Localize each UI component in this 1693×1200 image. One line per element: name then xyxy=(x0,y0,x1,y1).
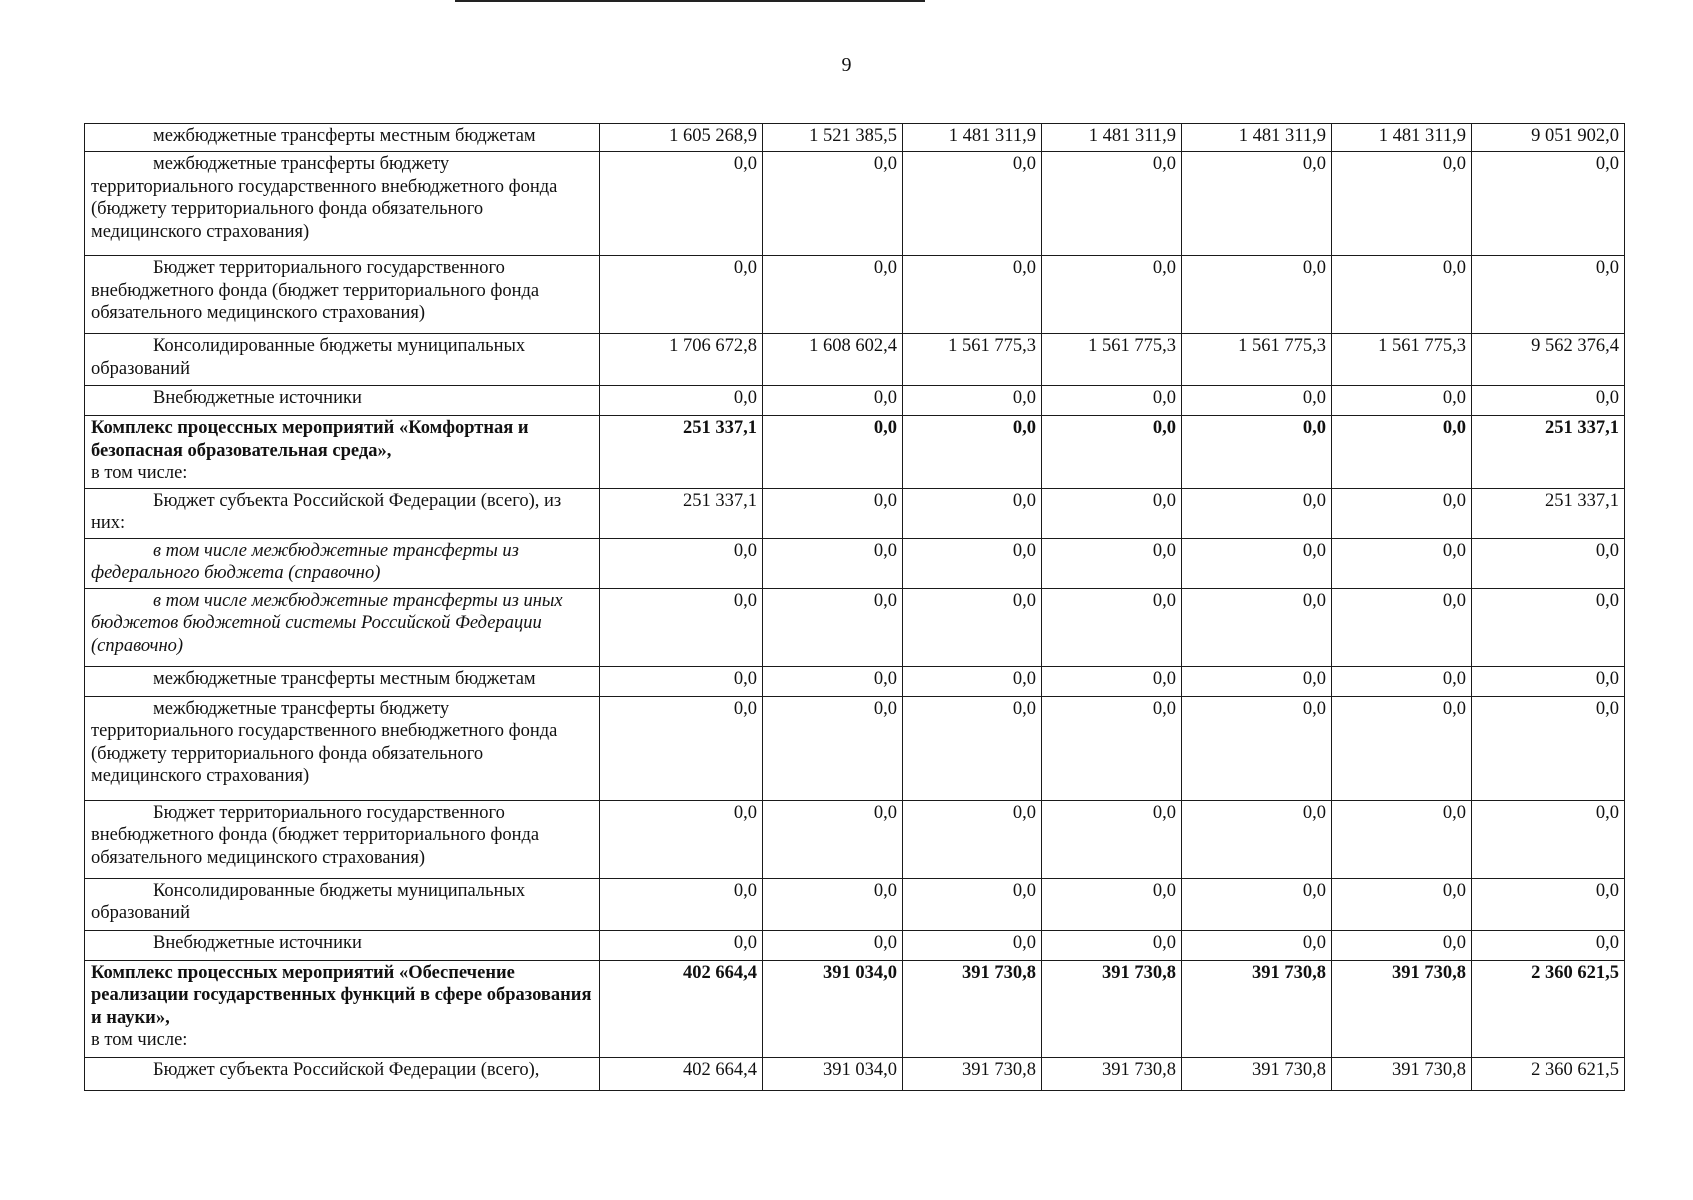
value-cell: 1 561 775,3 xyxy=(1042,334,1182,386)
row-label: в том числе межбюджетные трансферты из федерального бюджета (справочно) xyxy=(91,540,519,583)
value-cell: 0,0 xyxy=(763,930,903,960)
value-cell: 0,0 xyxy=(600,152,763,256)
value-cell: 391 730,8 xyxy=(1182,960,1332,1057)
value-cell: 0,0 xyxy=(763,538,903,588)
value-cell: 0,0 xyxy=(1182,588,1332,666)
value-cell: 2 360 621,5 xyxy=(1472,960,1625,1057)
value-cell: 0,0 xyxy=(1182,538,1332,588)
value-cell: 1 561 775,3 xyxy=(1182,334,1332,386)
value-cell: 391 730,8 xyxy=(1332,1057,1472,1090)
value-cell: 0,0 xyxy=(903,538,1042,588)
table-row xyxy=(85,386,1625,416)
value-cell: 0,0 xyxy=(1182,930,1332,960)
value-cell: 9 051 902,0 xyxy=(1472,124,1625,152)
value-cell: 0,0 xyxy=(1472,256,1625,334)
value-cell: 0,0 xyxy=(903,588,1042,666)
row-label-cell xyxy=(85,124,600,152)
row-sublabel: в том числе: xyxy=(91,1030,188,1050)
value-cell: 0,0 xyxy=(763,878,903,930)
value-cell: 0,0 xyxy=(763,666,903,696)
table-row xyxy=(85,588,1625,666)
value-cell: 0,0 xyxy=(763,256,903,334)
value-cell: 0,0 xyxy=(1472,538,1625,588)
value-cell: 0,0 xyxy=(1182,416,1332,489)
value-cell: 0,0 xyxy=(1042,386,1182,416)
row-label: Внебюджетные источники xyxy=(153,388,362,408)
value-cell: 1 481 311,9 xyxy=(1332,124,1472,152)
value-cell: 391 034,0 xyxy=(763,1057,903,1090)
value-cell: 391 730,8 xyxy=(1042,1057,1182,1090)
value-cell: 0,0 xyxy=(903,416,1042,489)
value-cell: 0,0 xyxy=(903,878,1042,930)
value-cell: 0,0 xyxy=(1042,538,1182,588)
value-cell: 0,0 xyxy=(763,588,903,666)
value-cell: 0,0 xyxy=(1042,696,1182,800)
row-label: Внебюджетные источники xyxy=(153,932,362,953)
value-cell: 0,0 xyxy=(1042,416,1182,489)
row-label-cell xyxy=(85,588,600,666)
value-cell: 402 664,4 xyxy=(600,1057,763,1090)
value-cell: 0,0 xyxy=(600,538,763,588)
table-row xyxy=(85,800,1625,878)
row-label-cell xyxy=(85,666,600,696)
value-cell: 0,0 xyxy=(903,386,1042,416)
value-cell: 1 561 775,3 xyxy=(1332,334,1472,386)
table-row xyxy=(85,334,1625,386)
value-cell: 1 521 385,5 xyxy=(763,124,903,152)
top-rule xyxy=(455,0,925,2)
value-cell: 251 337,1 xyxy=(600,488,763,538)
value-cell: 0,0 xyxy=(1182,152,1332,256)
page-number: 9 xyxy=(841,54,852,76)
value-cell: 0,0 xyxy=(1332,152,1472,256)
row-label: межбюджетные трансферты местным бюджетам xyxy=(153,668,536,689)
value-cell: 0,0 xyxy=(903,696,1042,800)
row-label-cell xyxy=(85,800,600,878)
row-label: Бюджет субъекта Российской Федерации (всего), из них: xyxy=(91,490,562,533)
table-row xyxy=(85,930,1625,960)
value-cell: 0,0 xyxy=(600,696,763,800)
value-cell: 0,0 xyxy=(1182,800,1332,878)
value-cell: 0,0 xyxy=(1332,416,1472,489)
table-row xyxy=(85,878,1625,930)
value-cell: 251 337,1 xyxy=(1472,416,1625,489)
row-label: межбюджетные трансферты бюджету территориального государственного внебюджетного фонда (бюджету территориального фонда обязательного медицинского страхования) xyxy=(91,698,558,786)
value-cell: 0,0 xyxy=(1332,696,1472,800)
budget-table-body xyxy=(85,124,1625,1091)
row-label-cell xyxy=(85,878,600,930)
value-cell: 0,0 xyxy=(600,800,763,878)
row-label-cell xyxy=(85,488,600,538)
row-label-cell xyxy=(85,416,600,489)
row-label-cell xyxy=(85,930,600,960)
value-cell: 0,0 xyxy=(763,416,903,489)
row-label-cell xyxy=(85,696,600,800)
value-cell: 0,0 xyxy=(903,930,1042,960)
value-cell: 0,0 xyxy=(1042,666,1182,696)
value-cell: 0,0 xyxy=(1472,666,1625,696)
value-cell: 391 730,8 xyxy=(1042,960,1182,1057)
value-cell: 391 730,8 xyxy=(903,1057,1042,1090)
value-cell: 0,0 xyxy=(903,800,1042,878)
value-cell: 391 730,8 xyxy=(1182,1057,1332,1090)
row-label: Консолидированные бюджеты муниципальных образований xyxy=(91,336,526,379)
row-label: Бюджет субъекта Российской Федерации (всего), xyxy=(153,1059,540,1080)
value-cell: 0,0 xyxy=(1332,588,1472,666)
row-label-cell xyxy=(85,960,600,1057)
value-cell: 0,0 xyxy=(600,588,763,666)
value-cell: 1 481 311,9 xyxy=(1042,124,1182,152)
table-row xyxy=(85,1057,1625,1090)
value-cell: 251 337,1 xyxy=(600,416,763,489)
value-cell: 391 730,8 xyxy=(903,960,1042,1057)
value-cell: 0,0 xyxy=(1182,696,1332,800)
value-cell: 402 664,4 xyxy=(600,960,763,1057)
value-cell: 0,0 xyxy=(1472,588,1625,666)
value-cell: 0,0 xyxy=(763,152,903,256)
value-cell: 0,0 xyxy=(763,696,903,800)
table-row xyxy=(85,538,1625,588)
row-label: межбюджетные трансферты местным бюджетам xyxy=(153,126,536,146)
row-label-cell xyxy=(85,334,600,386)
row-label-cell xyxy=(85,386,600,416)
value-cell: 251 337,1 xyxy=(1472,488,1625,538)
value-cell: 2 360 621,5 xyxy=(1472,1057,1625,1090)
value-cell: 0,0 xyxy=(1472,152,1625,256)
table-row xyxy=(85,696,1625,800)
table-row xyxy=(85,124,1625,152)
table-row xyxy=(85,256,1625,334)
row-label: межбюджетные трансферты бюджету территориального государственного внебюджетного фонда (бюджету территориального фонда обязательного медицинского страхования) xyxy=(91,154,558,242)
value-cell: 0,0 xyxy=(600,930,763,960)
row-label-cell xyxy=(85,256,600,334)
value-cell: 0,0 xyxy=(600,386,763,416)
row-label-cell xyxy=(85,152,600,256)
value-cell: 1 605 268,9 xyxy=(600,124,763,152)
row-label: Бюджет территориального государственного внебюджетного фонда (бюджет территориального фонда обязательного медицинского страхования) xyxy=(91,258,540,323)
value-cell: 0,0 xyxy=(1332,488,1472,538)
value-cell: 0,0 xyxy=(1182,878,1332,930)
budget-table xyxy=(84,123,1625,1091)
value-cell: 391 034,0 xyxy=(763,960,903,1057)
value-cell: 0,0 xyxy=(763,488,903,538)
value-cell: 0,0 xyxy=(1332,666,1472,696)
value-cell: 0,0 xyxy=(1182,488,1332,538)
value-cell: 0,0 xyxy=(1472,930,1625,960)
value-cell: 0,0 xyxy=(1042,488,1182,538)
value-cell: 0,0 xyxy=(600,256,763,334)
value-cell: 0,0 xyxy=(1332,800,1472,878)
table-row xyxy=(85,416,1625,489)
value-cell: 0,0 xyxy=(1332,538,1472,588)
value-cell: 9 562 376,4 xyxy=(1472,334,1625,386)
table-row xyxy=(85,960,1625,1057)
value-cell: 0,0 xyxy=(1042,588,1182,666)
value-cell: 0,0 xyxy=(1042,152,1182,256)
table-row xyxy=(85,488,1625,538)
value-cell: 0,0 xyxy=(1042,930,1182,960)
row-label: Бюджет территориального государственного внебюджетного фонда (бюджет территориального фонда обязательного медицинского страхования) xyxy=(91,802,540,868)
value-cell: 0,0 xyxy=(1332,930,1472,960)
value-cell: 1 561 775,3 xyxy=(903,334,1042,386)
value-cell: 0,0 xyxy=(1042,256,1182,334)
value-cell: 0,0 xyxy=(1332,878,1472,930)
row-label-cell xyxy=(85,1057,600,1090)
value-cell: 0,0 xyxy=(903,488,1042,538)
value-cell: 391 730,8 xyxy=(1332,960,1472,1057)
value-cell: 0,0 xyxy=(903,152,1042,256)
value-cell: 0,0 xyxy=(1182,386,1332,416)
value-cell: 0,0 xyxy=(1472,800,1625,878)
value-cell: 0,0 xyxy=(903,666,1042,696)
table-row xyxy=(85,152,1625,256)
row-label: в том числе межбюджетные трансферты из иных бюджетов бюджетной системы Российской Федерации (справочно) xyxy=(91,590,563,656)
value-cell: 0,0 xyxy=(600,878,763,930)
value-cell: 0,0 xyxy=(1472,878,1625,930)
row-label-cell xyxy=(85,538,600,588)
value-cell: 0,0 xyxy=(1332,386,1472,416)
value-cell: 0,0 xyxy=(1182,256,1332,334)
value-cell: 1 481 311,9 xyxy=(1182,124,1332,152)
value-cell: 0,0 xyxy=(1042,800,1182,878)
row-label: Комплекс процессных мероприятий «Обеспечение реализации государственных функций в сфере образования и науки», xyxy=(91,962,592,1028)
value-cell: 0,0 xyxy=(1042,878,1182,930)
table-row xyxy=(85,666,1625,696)
row-label: Комплекс процессных мероприятий «Комфортная и безопасная образовательная среда», xyxy=(91,418,529,461)
value-cell: 0,0 xyxy=(1472,696,1625,800)
value-cell: 0,0 xyxy=(1472,386,1625,416)
value-cell: 1 481 311,9 xyxy=(903,124,1042,152)
value-cell: 0,0 xyxy=(600,666,763,696)
value-cell: 1 608 602,4 xyxy=(763,334,903,386)
value-cell: 0,0 xyxy=(1182,666,1332,696)
value-cell: 1 706 672,8 xyxy=(600,334,763,386)
row-label: Консолидированные бюджеты муниципальных образований xyxy=(91,880,526,923)
value-cell: 0,0 xyxy=(1332,256,1472,334)
row-sublabel: в том числе: xyxy=(91,463,188,483)
value-cell: 0,0 xyxy=(763,800,903,878)
value-cell: 0,0 xyxy=(763,386,903,416)
value-cell: 0,0 xyxy=(903,256,1042,334)
